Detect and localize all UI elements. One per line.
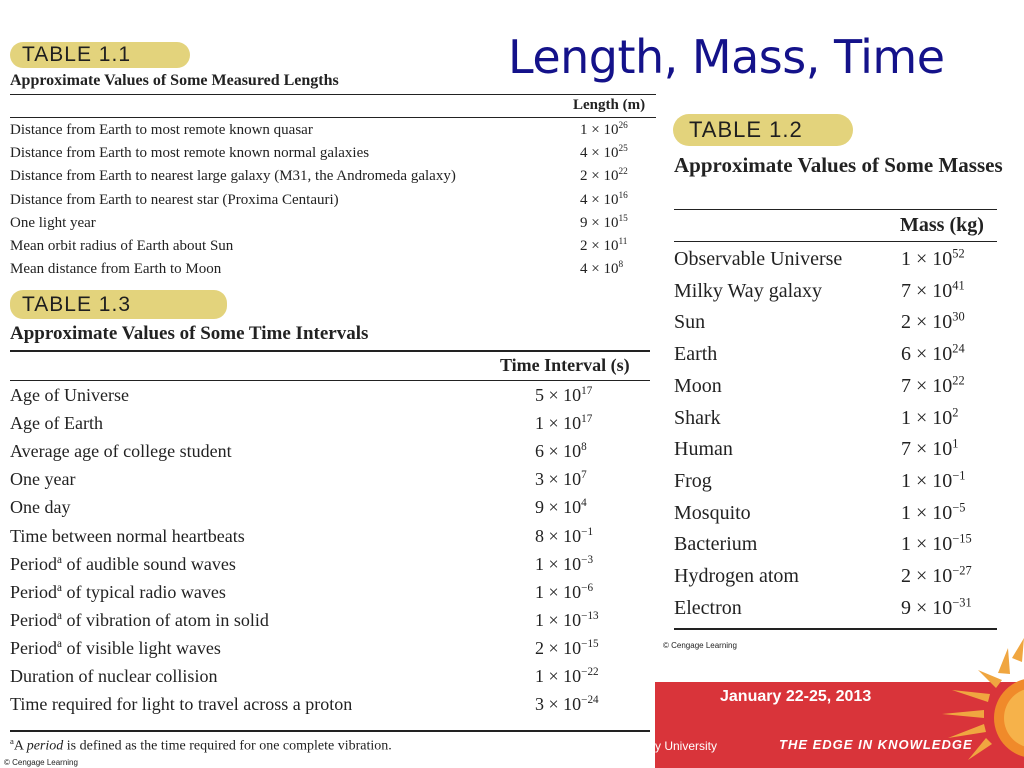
- table-1-3-row-label: [10, 441, 232, 462]
- table-1-2-row-mantissa: 1 × 10: [901, 469, 953, 492]
- table-1-2-row-value: [901, 470, 965, 493]
- table-1-1-row-label: [10, 238, 233, 255]
- table-1-1-row-mantissa: 4 × 10: [580, 145, 619, 162]
- footer-tagline: THE EDGE IN KNOWLEDGE: [779, 737, 973, 752]
- table-1-2-row-label: [674, 280, 822, 303]
- footer-date: January 22-25, 2013: [720, 688, 872, 705]
- table-1-1-row-label: [10, 122, 313, 139]
- table-1-3-row-mantissa: 1 × 10: [535, 609, 582, 630]
- table-1-1-row-label-text: Mean orbit radius of Earth about Sun: [10, 238, 234, 254]
- table-1-1-row-mantissa: 9 × 10: [580, 214, 619, 231]
- table-1-3-row-label-rest: of vibration of atom in solid: [61, 609, 269, 630]
- table-1-1-row-exponent: 22: [618, 167, 628, 178]
- table-1-2-row-label: [674, 502, 751, 525]
- table-1-3-row-mantissa: 2 × 10: [535, 637, 582, 658]
- table-1-1-row-mantissa: 4 × 10: [580, 191, 619, 208]
- table-1-3-row-label: [10, 610, 269, 631]
- table-1-1-row-label: [10, 261, 221, 278]
- table-1-2-column-header: Mass (kg): [900, 214, 984, 236]
- table-1-3-row-label-rest: of audible sound waves: [61, 553, 236, 574]
- table-1-2-row-mantissa: 1 × 10: [901, 533, 953, 556]
- table-1-2-row-label-text: Shark: [674, 406, 721, 429]
- table-1-3-row-value: [535, 469, 587, 490]
- table-1-3-row-label: [10, 638, 221, 659]
- table-1-3-row-exponent: 17: [581, 413, 593, 426]
- table-1-3-row-mantissa: 1 × 10: [535, 553, 582, 574]
- table-1-2-row-value: [901, 280, 965, 303]
- table-1-3-top-rule: [10, 350, 650, 352]
- table-1-1-row-label-text: Mean distance from Earth to Moon: [10, 261, 222, 278]
- footnote-text: is defined as the time required for one complete vibration.: [63, 738, 392, 754]
- table-1-2-row-exponent: 2: [952, 404, 959, 419]
- table-1-1-row-label: [10, 192, 339, 209]
- table-1-1-row-label-text: Distance from Earth to nearest large galaxy (M31, the Andromeda galaxy): [10, 168, 456, 185]
- table-1-2-row-label: [674, 597, 742, 620]
- table-1-2-row-mantissa: 6 × 10: [901, 343, 953, 366]
- table-1-3-column-header: Time Interval (s): [500, 355, 630, 375]
- table-1-2-row-mantissa: 1 × 10: [901, 501, 953, 524]
- table-1-2-header-rule: [674, 241, 997, 242]
- table-1-2-row-label-text: Bacterium: [674, 533, 758, 556]
- table-1-3-row-exponent: 8: [581, 441, 587, 454]
- table-1-3-row-label-rest: of typical radio waves: [61, 581, 226, 602]
- table-1-1-row-exponent: 15: [618, 213, 628, 224]
- table-1-1-row-value: [580, 122, 628, 139]
- table-1-2-row-value: [901, 533, 972, 556]
- table-1-3-row-label-text: Period: [10, 637, 57, 658]
- table-1-3-row-mantissa: 6 × 10: [535, 441, 582, 462]
- table-1-3-row-value: [535, 554, 593, 575]
- footnote-mark: a: [10, 736, 14, 746]
- table-1-2-top-rule: [674, 209, 997, 210]
- table-1-2-row-label-text: Observable Universe: [674, 248, 843, 270]
- table-1-2-row-mantissa: 7 × 10: [901, 374, 953, 397]
- table-1-3-row-label-text: Time between normal heartbeats: [10, 525, 245, 546]
- table-1-3-row-label-text: Period: [10, 553, 57, 574]
- table-1-2-row-label-text: Sun: [674, 311, 706, 334]
- table-1-1-row-value: [580, 238, 627, 255]
- table-1-3-row-value: [535, 441, 587, 462]
- table-1-3-row-value: [535, 497, 587, 518]
- table-1-3-row-label: [10, 666, 217, 687]
- table-1-3-row-exponent: −6: [581, 581, 594, 594]
- table-1-3-row-mantissa: 8 × 10: [535, 525, 582, 546]
- table-1-3-row-value: [535, 413, 592, 434]
- table-1-3-row-label-text: Period: [10, 609, 57, 630]
- table-1-3-row-label: [10, 554, 236, 575]
- table-1-3-row-mantissa: 1 × 10: [535, 581, 582, 602]
- table-1-1-row-label: [10, 168, 456, 185]
- sun-logo-icon: [938, 618, 1024, 768]
- table-1-2-row-label: [674, 343, 717, 366]
- table-1-2-row-value: [901, 597, 972, 620]
- table-1-2-row-label: [674, 407, 721, 430]
- table-1-3-row-mantissa: 1 × 10: [535, 666, 582, 686]
- table-1-1-row-exponent: 26: [618, 121, 628, 131]
- table-1-3-row-label-text: Period: [10, 581, 57, 602]
- table-1-1-caption: Approximate Values of Some Measured Lengths: [10, 72, 339, 89]
- table-1-3-row-footnote-mark: a: [57, 553, 62, 566]
- table-1-2-row-value: [901, 248, 965, 271]
- table-1-2-row-exponent: 30: [952, 309, 965, 324]
- table-1-3-row-footnote-mark: a: [57, 637, 62, 650]
- table-1-3-row-label: [10, 385, 129, 406]
- table-1-1-row-mantissa: 2 × 10: [580, 168, 619, 185]
- table-1-2-row-label-text: Frog: [674, 469, 712, 492]
- table-1-1-row-label: [10, 145, 369, 162]
- table-1-2-row-value: [901, 343, 965, 366]
- table-1-3-row-exponent: −22: [581, 666, 599, 678]
- table-1-2-caption: Approximate Values of Some Masses: [674, 153, 1003, 177]
- table-1-1-column-header: Length (m): [573, 97, 646, 113]
- table-1-3-row-exponent: −24: [581, 694, 599, 707]
- table-1-1-row-value: [580, 192, 628, 209]
- table-1-3-row-mantissa: 3 × 10: [535, 469, 582, 490]
- table-1-1-row-value: [580, 145, 628, 162]
- footnote-prefix: A: [13, 738, 27, 754]
- table-1-2-row-label: [674, 533, 757, 556]
- table-1-3-row-label-text: Duration of nuclear collision: [10, 666, 218, 686]
- table-1-3-badge: TABLE 1.3: [10, 290, 227, 319]
- table-1-3-header-rule: [10, 380, 650, 381]
- table-1-3-row-mantissa: 5 × 10: [535, 385, 582, 405]
- table-1-1-row-mantissa: 1 × 10: [580, 122, 619, 138]
- table-1-2-row-label-text: Moon: [674, 374, 722, 397]
- table-1-1-row-mantissa: 4 × 10: [580, 261, 619, 278]
- table-1-2-row-mantissa: 9 × 10: [901, 596, 953, 619]
- table-1-2-row-exponent: 52: [952, 246, 965, 261]
- table-1-2-row-mantissa: 1 × 10: [901, 248, 953, 270]
- table-1-2-row-label-text: Earth: [674, 343, 718, 366]
- table-1-2-row-exponent: 24: [952, 341, 965, 356]
- table-1-2-row-exponent: 22: [952, 373, 965, 388]
- table-1-1-row-label-text: Distance from Earth to nearest star (Proxima Centauri): [10, 191, 339, 208]
- table-1-3-row-label-text: Time required for light to travel across a proton: [10, 694, 353, 715]
- table-1-3-row-label: [10, 497, 70, 518]
- table-1-2-row-mantissa: 7 × 10: [901, 438, 953, 461]
- table-1-2-row-value: [901, 404, 959, 430]
- table-1-3-row-exponent: −13: [581, 609, 599, 622]
- table-1-3-row-mantissa: 9 × 10: [535, 497, 582, 518]
- table-1-1-row-label-text: Distance from Earth to most remote known quasar: [10, 122, 313, 138]
- table-1-2-row-label: [674, 311, 705, 334]
- table-1-2-row-exponent: −27: [952, 563, 972, 578]
- table-1-1-row-label-text: Distance from Earth to most remote known normal galaxies: [10, 145, 370, 162]
- table-1-2-row-label-text: Electron: [674, 596, 742, 619]
- table-1-3-row-label: [10, 413, 103, 434]
- table-1-2-row-mantissa: 2 × 10: [901, 565, 953, 587]
- table-1-3-row-footnote-mark: a: [57, 581, 62, 594]
- table-1-3-row-label-text: Age of Universe: [10, 385, 129, 405]
- table-1-3-row-label-text: One day: [10, 497, 71, 518]
- table-1-2-row-label: [674, 565, 799, 588]
- table-1-2-row-mantissa: 1 × 10: [901, 406, 953, 429]
- table-1-3-row-label-text: One year: [10, 469, 76, 490]
- table-1-2-row-exponent: −15: [952, 531, 972, 546]
- table-1-3-row-label: [10, 694, 352, 715]
- slide-title: Length, Mass, Time: [508, 30, 945, 84]
- table-1-2-row-value: [901, 311, 965, 334]
- table-1-2-row-label: [674, 375, 722, 398]
- table-1-2-row-mantissa: 7 × 10: [901, 279, 953, 302]
- table-1-3-row-exponent: −3: [581, 553, 594, 566]
- table-1-3-row-label-text: Age of Earth: [10, 413, 103, 434]
- table-1-3-row-exponent: −1: [581, 525, 594, 538]
- table-1-2-row-value: [901, 565, 972, 588]
- table-1-2-row-value: [901, 499, 966, 525]
- table-1-3-row-value: [535, 694, 599, 715]
- table-1-1-row-value: [580, 261, 623, 278]
- table-1-1-row-exponent: 25: [618, 144, 628, 155]
- table-1-3-row-exponent: 7: [581, 469, 587, 482]
- table-1-3-row-value: [535, 582, 593, 603]
- table-1-2-credit: © Cengage Learning: [663, 641, 737, 650]
- table-1-3-credit: © Cengage Learning: [4, 758, 78, 767]
- table-1-1-row-value: [580, 168, 628, 185]
- table-1-2-row-mantissa: 2 × 10: [901, 311, 953, 334]
- table-1-2-row-label: [674, 438, 733, 461]
- table-1-1-row-mantissa: 2 × 10: [580, 238, 619, 254]
- table-1-2-row-exponent: 1: [952, 436, 959, 451]
- table-1-2-row-label: [674, 248, 842, 271]
- table-1-3-row-label: [10, 582, 226, 603]
- table-1-3-row-exponent: −15: [581, 637, 599, 650]
- table-1-2-row-value: [901, 438, 958, 461]
- table-1-3-caption: Approximate Values of Some Time Intervals: [10, 323, 369, 344]
- table-1-3-row-mantissa: 3 × 10: [535, 694, 582, 715]
- table-1-2-row-exponent: −5: [952, 499, 966, 514]
- footer-university: y University: [655, 739, 718, 753]
- table-1-2-row-label-text: Human: [674, 438, 733, 461]
- table-1-3-row-label: [10, 469, 75, 490]
- table-1-3-row-label-rest: of visible light waves: [61, 637, 221, 658]
- table-1-1-header-rule: [10, 117, 656, 118]
- table-1-1-row-label: [10, 215, 96, 232]
- table-1-1-badge: TABLE 1.1: [10, 42, 190, 68]
- table-1-3-row-value: [535, 385, 592, 406]
- table-1-3-row-label-text: Average age of college student: [10, 441, 232, 462]
- table-1-1-row-exponent: 16: [618, 190, 628, 201]
- table-1-3-row-value: [535, 666, 599, 687]
- footnote-term: period: [26, 738, 64, 754]
- table-1-3-row-value: [535, 610, 599, 631]
- table-1-2-row-value: [901, 375, 965, 398]
- table-1-1-top-rule: [10, 94, 656, 95]
- table-1-3-row-footnote-mark: a: [57, 609, 62, 622]
- table-1-2-badge: TABLE 1.2: [673, 114, 853, 146]
- table-1-1-row-label-text: One light year: [10, 214, 96, 231]
- table-1-3-row-mantissa: 1 × 10: [535, 413, 582, 434]
- table-1-2-row-exponent: 41: [952, 278, 965, 293]
- table-1-2-row-exponent: −1: [952, 468, 966, 483]
- table-1-2-row-label-text: Mosquito: [674, 501, 751, 524]
- table-1-3-bottom-rule: [10, 730, 650, 732]
- table-1-2-row-label-text: Milky Way galaxy: [674, 279, 822, 302]
- table-1-1-row-value: [580, 215, 628, 232]
- table-1-3-row-value: [535, 526, 593, 547]
- table-1-3-footnote: [10, 736, 392, 755]
- table-1-2-row-exponent: −31: [952, 595, 972, 610]
- table-1-3-row-label: [10, 526, 245, 547]
- table-1-3-row-value: [535, 638, 599, 659]
- table-1-1-row-exponent: 8: [618, 260, 624, 271]
- table-1-2-row-label-text: Hydrogen atom: [674, 565, 799, 587]
- table-1-2-row-label: [674, 470, 712, 493]
- table-1-3-row-exponent: 4: [581, 497, 587, 510]
- table-1-3-row-exponent: 17: [581, 385, 593, 397]
- table-1-1-row-exponent: 11: [618, 237, 628, 247]
